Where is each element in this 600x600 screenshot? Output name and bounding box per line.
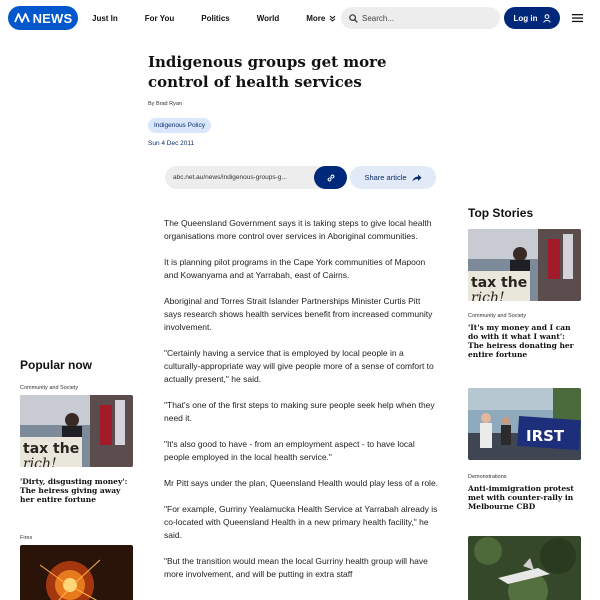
- search-input[interactable]: [362, 14, 482, 23]
- chevron-double-down-icon: [329, 15, 336, 22]
- card-image-fire: [20, 545, 133, 600]
- card-image-demonstration: [468, 388, 581, 460]
- article-title: Indigenous groups get more control of health services: [148, 53, 387, 91]
- paragraph: The Queensland Government says it is taking steps to give local health organisations more control over services in Aboriginal communities.: [164, 218, 432, 241]
- card-category: Fires: [20, 535, 33, 541]
- card-image-protest-sign: [20, 395, 133, 467]
- topic-tag[interactable]: Indigenous Policy: [148, 118, 211, 133]
- link-icon: [326, 173, 336, 183]
- nav-politics[interactable]: Politics: [201, 13, 230, 23]
- main-nav: [92, 0, 363, 36]
- card-category: Community and Society: [468, 313, 527, 319]
- login-label: Log in: [513, 13, 538, 23]
- search-box[interactable]: [341, 7, 500, 29]
- image-sign-text-1: tax the: [471, 275, 528, 291]
- site-header: [0, 0, 600, 36]
- popular-card-2[interactable]: [20, 535, 133, 600]
- top-story-card-1[interactable]: [468, 229, 581, 359]
- hamburger-menu-icon[interactable]: [572, 12, 583, 24]
- article-body: [164, 217, 440, 594]
- paragraph: "It's also good to have - from an employment aspect - to have local people employed in the local health service.": [164, 439, 415, 462]
- user-icon: [543, 14, 551, 23]
- popular-now-heading: Popular now: [20, 358, 92, 372]
- nav-just-in[interactable]: Just In: [92, 13, 118, 23]
- card-headline[interactable]: 'Dirty, disgusting money': The heiress giving away her entire fortune: [20, 477, 128, 504]
- search-icon: [349, 14, 358, 23]
- paragraph: "That's one of the first steps to making sure people seek help when they need it.: [164, 400, 435, 423]
- nav-world[interactable]: World: [256, 13, 280, 23]
- share-article-button[interactable]: [350, 166, 436, 189]
- abc-news-logo[interactable]: [8, 6, 78, 30]
- paragraph: "Certainly having a service that is employed by local people in a culturally-appropriate way will give people more of a sense of comfort to actually present," he said.: [164, 348, 434, 384]
- share-article-label: Share article: [364, 173, 407, 182]
- card-category: Community and Society: [20, 385, 79, 391]
- card-image-protest-sign: [468, 229, 581, 301]
- nav-more-label: More: [306, 13, 326, 23]
- card-headline[interactable]: Anti-immigration protest met with counter-rally in Melbourne CBD: [468, 484, 574, 511]
- nav-for-you[interactable]: For You: [144, 13, 175, 23]
- paragraph: "For example, Gurriny Yealamucka Health Service at Yarrabah already is co-located with Queensland Health in a new primary health facility," he said.: [164, 504, 438, 540]
- top-story-card-2[interactable]: [468, 388, 581, 511]
- copy-link-button[interactable]: [314, 166, 347, 189]
- top-stories-heading: Top Stories: [468, 206, 534, 220]
- publish-date: Sun 4 Dec 2011: [148, 140, 195, 147]
- top-story-card-3[interactable]: [468, 536, 581, 600]
- card-category: Demonstrations: [468, 474, 507, 480]
- nav-more[interactable]: [306, 14, 336, 23]
- login-button[interactable]: [504, 7, 560, 29]
- image-sign-text-2: rich!: [23, 456, 57, 467]
- image-sign-text-1: tax the: [23, 441, 80, 457]
- paragraph: Aboriginal and Torres Strait Islander Partnerships Minister Curtis Pitt says research shows health services benefit from increased community involvement.: [164, 296, 433, 332]
- paragraph: It is planning pilot programs in the Cape York communities of Mapoon and Kowanyama and at Yarrabah, east of Cairns.: [164, 257, 426, 280]
- paragraph: "But the transition would mean the local Gurriny health group will have more involvement, and will be putting in extra staff: [164, 556, 428, 579]
- paragraph: Mr Pitt says under the plan, Queensland Health would play less of a role.: [164, 478, 439, 488]
- image-sign-text-2: rich!: [471, 290, 505, 301]
- card-image-crash-site: [468, 536, 581, 600]
- share-arrow-icon: [412, 174, 422, 182]
- card-headline[interactable]: 'It's my money and I can do with it what I want': The heiress donating her entire fortune: [468, 323, 574, 359]
- image-banner-text: IRST: [526, 427, 565, 445]
- byline: By Brad Ryan: [148, 101, 182, 107]
- logo-text: NEWS: [32, 10, 73, 26]
- share-url-text: abc.net.au/news/indigenous-groups-g...: [173, 174, 287, 181]
- popular-card-1[interactable]: [20, 385, 133, 504]
- abc-logo-icon: [14, 13, 30, 23]
